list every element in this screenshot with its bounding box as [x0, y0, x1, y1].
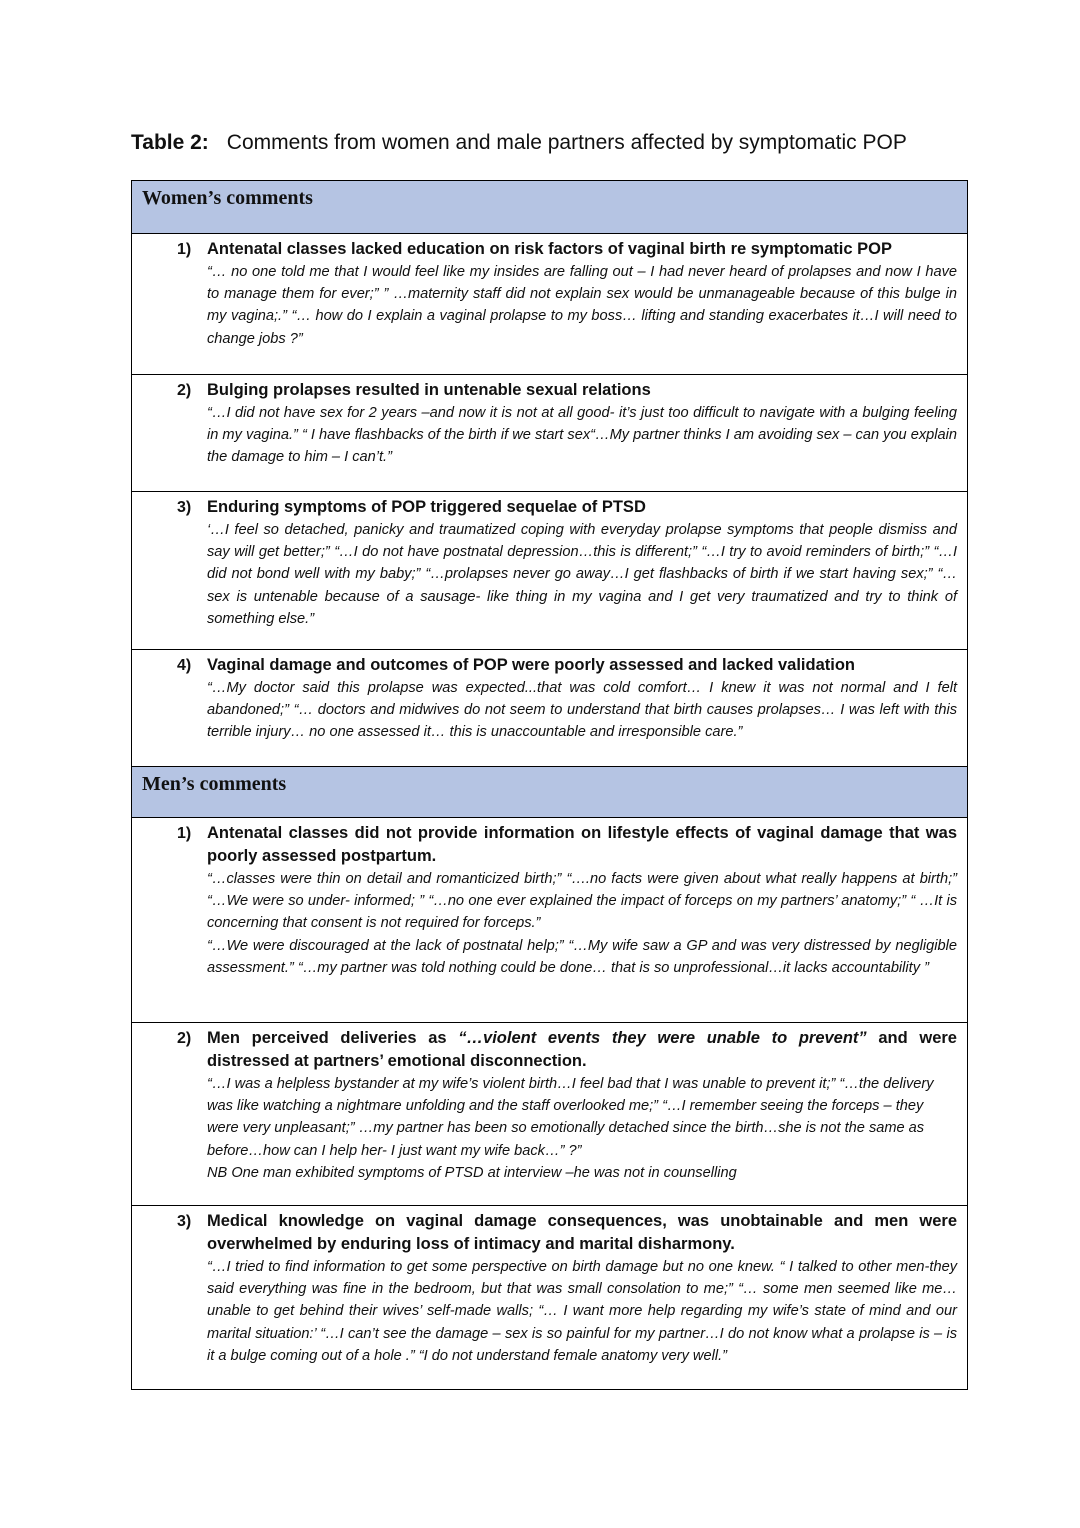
quote-text: ‘…I feel so detached, panicky and traumatized coping with everyday prolapse symptoms that people dismiss and say will get better;” “…I do not have postnatal depression…this is different;” “…I try to avoid reminders of birth;” “…I did not bond well with my baby;” “…prolapses never go away…I get flashbacks of birth if we start having sex;” “…sex is untenable because of a sausage- like thing in my vagina and I get very traumatized and try to think of something else.”	[207, 522, 957, 627]
row-heading: Antenatal classes lacked education on risk factors of vaginal birth re symptomatic POP	[207, 240, 892, 258]
quote-text: “…I did not have sex for 2 years –and now it is not at all good- it’s just too difficult to navigate with a bulging feeling in my vagina.” “ I have flashbacks of the birth if we start sex“…My partner thinks I am avoiding sex – can you explain the damage to him – I can’t.”	[207, 405, 957, 466]
table-row	[132, 650, 967, 767]
row-number: 1)	[177, 825, 192, 842]
quote-text: “…We were discouraged at the lack of postnatal help;” “…My wife saw a GP and was very distressed by negligible assessment.” “…my partner was told nothing could be done… that is so unprofessional…it lacks accountability ”	[207, 937, 957, 976]
table-row	[132, 375, 967, 492]
row-number: 2)	[177, 382, 192, 399]
quote-text: “…classes were thin on detail and romanticized birth;” “….no facts were given about what really happens at birth;” “…We were so under- informed; ” “…no one ever explained the impact of forceps on my partners’ anatomy;” “ …It is concerning that consent is not required for forceps.”	[207, 871, 957, 932]
section-header-men: Men’s comments	[132, 767, 967, 818]
row-number: 1)	[177, 241, 192, 258]
row-heading: Enduring symptoms of POP triggered sequelae of PTSD	[207, 498, 646, 516]
table-title	[131, 128, 1031, 158]
row-heading: Vaginal damage and outcomes of POP were poorly assessed and lacked validation	[207, 656, 856, 674]
row-heading: Antenatal classes did not provide information on lifestyle effects of vaginal damage that was poorly assessed postpartum.	[207, 824, 957, 865]
quote-note: NB One man exhibited symptoms of PTSD at interview –he was not in counselling	[207, 1164, 737, 1181]
row-number: 3)	[177, 1213, 192, 1230]
table-row	[132, 1206, 967, 1389]
quote-text: “… no one told me that I would feel like my insides are falling out – I had never heard of prolapses and now I have to manage them for ever;” ” …maternity staff did not explain sex would be unmanageable because of this bulge in my vagina;.” “… how do I explain a vaginal prolapse to my boss… lifting and standing exacerbates it…I will need to change jobs ?”	[207, 264, 957, 347]
row-heading: Medical knowledge on vaginal damage consequences, was unobtainable and men were overwhelmed by enduring loss of intimacy and marital disharmony.	[207, 1212, 957, 1253]
row-number: 3)	[177, 499, 192, 516]
table-row	[132, 234, 967, 375]
section-header-women: Women’s comments	[132, 181, 967, 234]
row-heading: Bulging prolapses resulted in untenable sexual relations	[207, 381, 651, 399]
table-label: Table 2:	[131, 131, 209, 154]
row-heading-text: Men perceived deliveries as	[207, 1029, 459, 1047]
row-number: 4)	[177, 657, 192, 674]
table-row	[132, 1023, 967, 1206]
quote-text: “…I was a helpless bystander at my wife’s violent birth…I feel bad that I was unable to prevent it;” “…the delivery was like watching a nightmare unfolding and the staff overlooked me;” “…I remember seeing the forceps – they were very unpleasant;” …my partner has been so emotionally detached since the birth…she is not the same as before…how can I help her- I just want my wife back…” ?”	[207, 1076, 934, 1159]
row-number: 2)	[177, 1030, 192, 1047]
comments-table	[131, 180, 968, 1390]
table-row	[132, 818, 967, 1023]
row-heading-text: and were distressed at partners’ emotional disconnection.	[207, 1029, 957, 1070]
quote-text: “…My doctor said this prolapse was expected...that was cold comfort… I knew it was not normal and I felt abandoned;” “… doctors and midwives do not seem to understand that birth causes prolapses… I was left with this terrible injury… no one assessed it… this is unaccountable and irresponsible care.”	[207, 680, 957, 741]
table-row	[132, 492, 967, 650]
row-heading-emphasis: “…violent events they were unable to prevent”	[458, 1029, 867, 1047]
quote-text: “…I tried to find information to get some perspective on birth damage but no one knew. “ I talked to other men-they said everything was fine in the bedroom, but that was small consolation to me;” “… some men seemed like me… unable to get behind their wives’ self-made walls; “… I want more help regarding my wife’s state of mind and our marital situation:’ “…I can’t see the damage – sex is so painful for my partner…I do not know what a prolapse is – is it a bulge coming out of a hole .” “I do not understand female anatomy very well.”	[207, 1259, 957, 1364]
table-caption: Comments from women and male partners affected by symptomatic POP	[226, 131, 907, 154]
row-heading	[207, 1027, 957, 1073]
